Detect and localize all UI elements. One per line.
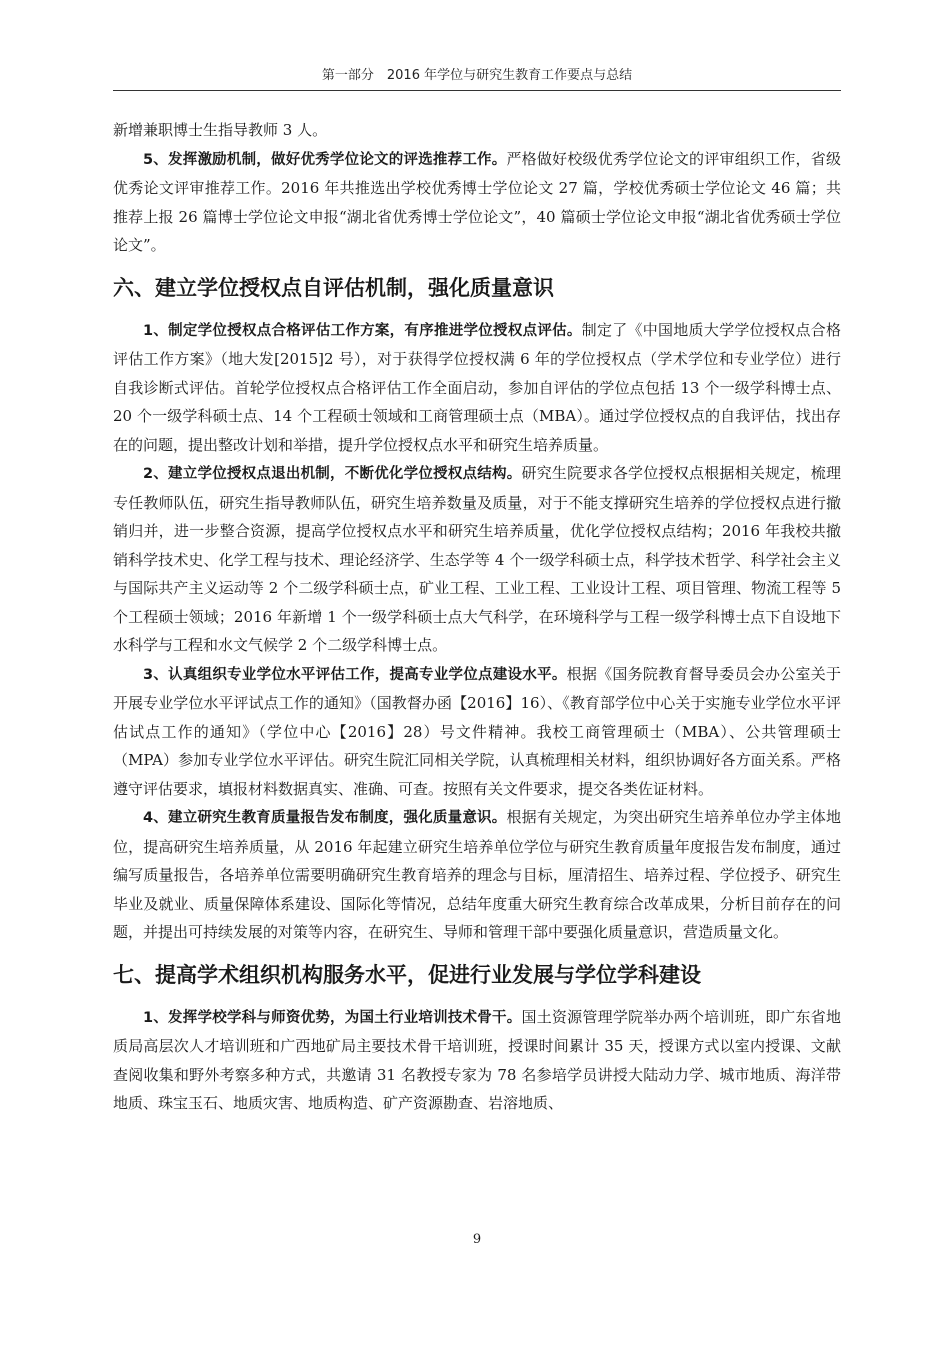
section-7-item-1 (113, 1003, 841, 1118)
section-6-title: 六、建立学位授权点自评估机制，强化质量意识 (113, 275, 554, 300)
section-7-item-1-body: 国土资源管理学院举办两个培训班，即广东省地质局高层次人才培训班和广西地矿局主要技术骨干培训班，授课时间累计 35 天，授课方式以室内授课、文献查阅收集和野外考察多种方式，共邀请 31 名教授专家为 78 名参培学员讲授大陆动力学、城市地质、海洋带地质、珠宝玉石、地质灾害、地质构造、矿产资源勘查、岩溶地质、 (113, 1007, 841, 1112)
section-6-item-4-body: 根据有关规定，为突出研究生培养单位办学主体地位，提高研究生培养质量，从 2016 年起建立研究生培养单位学位与研究生教育质量年度报告发布制度，通过编写质量报告，各培养单位需要明确研究生教育培养的理念与目标，厘清招生、培养过程、学位授予、研究生毕业及就业、质量保障体系建设、国际化等情况，总结年度重大研究生教育综合改革成果，分析目前存在的问题，并提出可持续发展的对策等内容，在研究生、导师和管理干部中要强化质量意识，营造质量文化。 (113, 808, 841, 941)
item-5-heading: 5、发挥激励机制，做好优秀学位论文的评选推荐工作。 (143, 151, 507, 168)
continued-paragraph: 新增兼职博士生指导教师 3 人。 (113, 121, 328, 139)
section-6-item-3-body: 根据《国务院教育督导委员会办公室关于开展专业学位水平评试点工作的通知》（国教督办函【2016】16）、《教育部学位中心关于实施专业学位水平评估试点工作的通知》（学位中心【2016】28）号文件精神。我校工商管理硕士（MBA）、公共管理硕士（MPA）参加专业学位水平评估。研究生院汇同相关学院，认真梳理相关材料，组织协调好各方面关系。严格遵守评估要求，填报材料数据真实、准确、可查。按照有关文件要求，提交各类佐证材料。 (113, 664, 841, 798)
section-6-item-1-heading: 1、制定学位授权点合格评估工作方案，有序推进学位授权点评估。 (143, 322, 582, 339)
section-6-item-4 (113, 803, 841, 947)
section-6-item-3-heading: 3、认真组织专业学位水平评估工作，提高专业学位点建设水平。 (143, 666, 567, 683)
section-6-item-2-body: 研究生院要求各学位授权点根据相关规定，梳理专任教师队伍，研究生指导教师队伍，研究生培养数量及质量，对于不能支撑研究生培养的学位授权点进行撤销归并，进一步整合资源，提高学位授权点水平和研究生培养质量，优化学位授权点结构；2016 年我校共撤销科学技术史、化学工程与技术、理论经济学、生态学等 4 个一级学科硕士点，科学技术哲学、科学社会主义与国际共产主义运动等 2 个二级学科硕士点，矿业工程、工业工程、工业设计工程、项目管理、物流工程等 5 个工程硕士领域；2016 年新增 1 个一级学科硕士点大气科学，在环境科学与工程一级学科博士点下自设地下水科学与工程和水文气候学 2 个二级学科博士点。 (113, 464, 841, 654)
page-body (113, 116, 841, 1118)
item-5-paragraph (113, 145, 841, 260)
running-header: 第一部分 2016 年学位与研究生教育工作要点与总结 (321, 68, 633, 83)
page-number: 9 (472, 1232, 482, 1247)
section-6-item-4-heading: 4、建立研究生教育质量报告发布制度，强化质量意识。 (143, 810, 507, 826)
section-6-item-3 (113, 660, 841, 804)
section-7-title: 七、提高学术组织机构服务水平，促进行业发展与学位学科建设 (113, 962, 701, 987)
section-6-item-2-heading: 2、建立学位授权点退出机制，不断优化学位授权点结构。 (143, 466, 522, 482)
item-5-body: 严格做好校级优秀学位论文的评审组织工作，省级优秀论文评审推荐工作。2016 年共推选出学校优秀博士学位论文 27 篇，学校优秀硕士学位论文 46 篇；共推荐上报 26 篇博士学位论文申报“湖北省优秀博士学位论文”，40 篇硕士学位论文申报“湖北省优秀硕士学位论文”。 (113, 149, 841, 254)
section-6-item-1-body: 制定了《中国地质大学学位授权点合格评估工作方案》（地大发[2015]2 号），对于获得学位授权满 6 年的学位授权点（学术学位和专业学位）进行自我诊断式评估。首轮学位授权点合格评估工作全面启动，参加自评估的学位点包括 13 个一级学科博士点、20 个一级学科硕士点、14 个工程硕士领域和工商管理硕士点（MBA）。通过学位授权点的自我评估，找出存在的问题，提出整改计划和举措，提升学位授权点水平和研究生培养质量。 (113, 320, 841, 454)
section-6-item-2 (113, 459, 841, 660)
section-6-item-1 (113, 316, 841, 460)
header-rule (113, 90, 841, 91)
section-7-item-1-heading: 1、发挥学校学科与师资优势，为国土行业培训技术骨干。 (143, 1009, 522, 1026)
